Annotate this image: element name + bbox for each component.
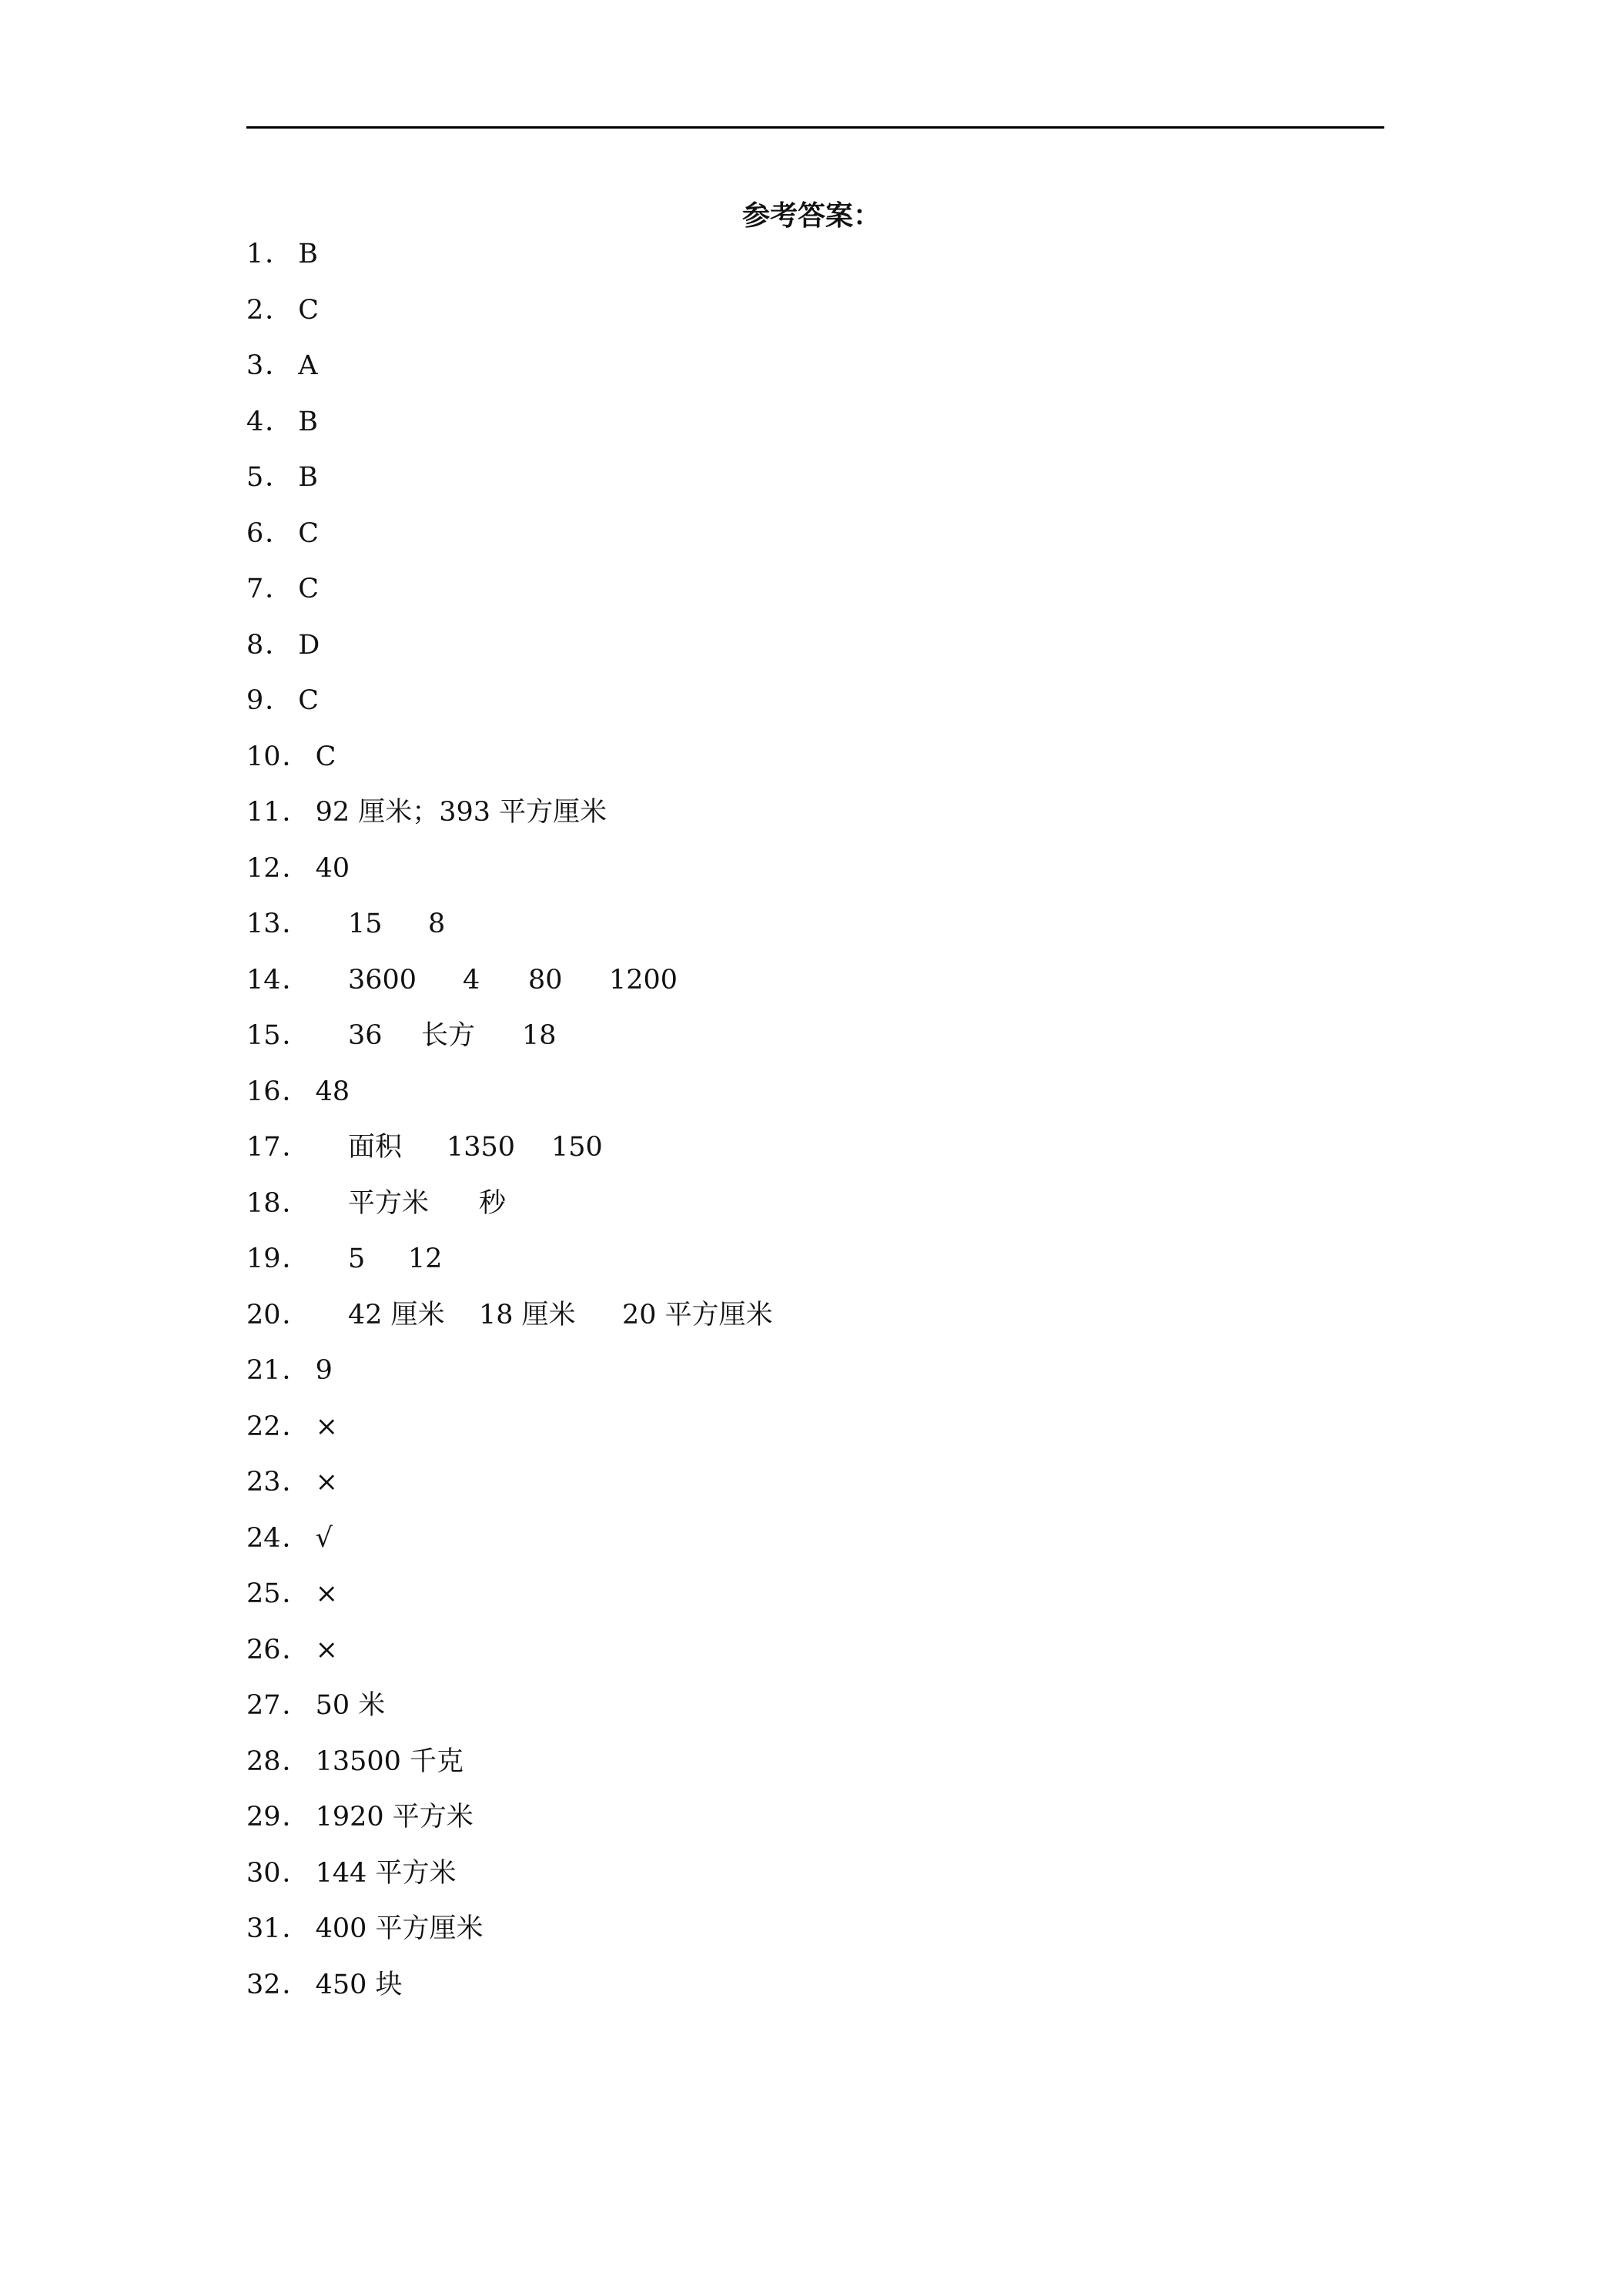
answer-separator: ． [282, 741, 310, 772]
answer-separator: ． [265, 294, 293, 326]
answer-separator: ． [282, 1411, 310, 1442]
answer-number: 28 [246, 1745, 281, 1777]
answer-number: 13 [246, 909, 281, 939]
answer-text: √ [315, 1522, 333, 1554]
answer-number: 8 [246, 629, 264, 661]
answer-separator: ． [282, 1634, 310, 1665]
answer-separator: ． [282, 1913, 310, 1944]
answer-separator: ． [282, 1355, 310, 1386]
answer-number: 17 [246, 1132, 281, 1163]
answer-text: 144 平方米 [315, 1857, 457, 1889]
answer-separator: ． [265, 239, 293, 269]
answer-separator: ． [282, 1857, 310, 1889]
answer-separator: ． [282, 1745, 310, 1777]
answer-text: C [298, 685, 320, 716]
answer-number: 31 [246, 1913, 281, 1944]
answer-number: 20 [246, 1299, 281, 1330]
answer-blank: 面积 [348, 1132, 403, 1163]
answer-blank: 15 [348, 909, 383, 939]
answer-separator: ． [282, 1969, 310, 2000]
answer-item [246, 845, 1384, 902]
answer-separator: ． [282, 1020, 310, 1051]
answer-item [246, 789, 1384, 845]
answer-item [246, 1571, 1384, 1627]
answer-item [246, 1739, 1384, 1795]
answer-text: 9 [315, 1355, 333, 1386]
answer-number: 5 [246, 462, 264, 493]
answer-text: D [298, 629, 320, 661]
answer-separator: ． [282, 852, 310, 884]
answer-blank: 18 厘米 [479, 1299, 576, 1330]
answer-text: C [315, 741, 336, 772]
answer-text: 400 平方厘米 [315, 1913, 484, 1944]
answer-blank: 20 平方厘米 [622, 1299, 773, 1330]
answer-separator: ． [282, 909, 310, 939]
answer-separator: ． [282, 1522, 310, 1554]
header-rule [246, 126, 1384, 129]
answer-blank: 秒 [479, 1187, 507, 1219]
answer-item [246, 1459, 1384, 1515]
answer-number: 9 [246, 685, 264, 716]
answer-number: 29 [246, 1802, 281, 1832]
answer-separator: ． [265, 350, 293, 381]
answer-blank: 1350 [447, 1132, 516, 1163]
answer-separator: ． [282, 964, 310, 996]
answer-separator: ． [282, 1243, 310, 1274]
answer-blank: 1200 [609, 964, 678, 996]
answer-item [246, 957, 1384, 1013]
answer-text: C [298, 574, 320, 604]
answer-item [246, 1292, 1384, 1348]
answer-text: C [298, 294, 320, 326]
answer-text: × [315, 1578, 338, 1609]
answer-item [246, 1682, 1384, 1739]
answer-item [246, 1850, 1384, 1906]
answer-text: B [298, 462, 319, 493]
answer-text: B [298, 406, 319, 437]
answer-text: 450 块 [315, 1969, 403, 2000]
page-title: 参考答案： [741, 199, 881, 232]
answer-number: 32 [246, 1969, 281, 2000]
answer-item [246, 1627, 1384, 1683]
answer-number: 7 [246, 574, 264, 604]
answer-blank: 4 [463, 964, 480, 996]
answer-number: 25 [246, 1578, 281, 1609]
answer-separator: ． [282, 1690, 310, 1721]
answer-item [246, 734, 1384, 790]
answer-separator: ． [265, 574, 293, 604]
answer-item [246, 287, 1384, 343]
answer-item [246, 1069, 1384, 1125]
answer-blank: 18 [522, 1020, 557, 1051]
answer-number: 19 [246, 1243, 281, 1274]
answer-blank: 150 [551, 1132, 603, 1163]
answer-number: 18 [246, 1187, 281, 1219]
answer-blank: 长方 [421, 1020, 476, 1051]
answer-text: C [298, 517, 320, 549]
answer-number: 4 [246, 406, 264, 437]
answer-separator: ． [282, 1187, 310, 1219]
answer-separator: ． [265, 517, 293, 549]
answer-separator: ． [265, 406, 293, 437]
answer-text: 48 [315, 1076, 350, 1107]
answer-blank: 12 [408, 1243, 443, 1274]
answer-blank: 5 [348, 1243, 366, 1274]
answer-item [246, 343, 1384, 399]
answer-number: 15 [246, 1020, 281, 1051]
answer-text: 13500 千克 [315, 1745, 464, 1777]
answer-number: 6 [246, 517, 264, 549]
answer-number: 26 [246, 1634, 281, 1665]
answer-text: 50 米 [315, 1690, 386, 1721]
answer-item [246, 399, 1384, 455]
answer-separator: ． [282, 1132, 310, 1163]
answer-text: × [315, 1411, 338, 1442]
answer-blank: 3600 [348, 964, 417, 996]
answer-number: 21 [246, 1355, 281, 1386]
answer-item [246, 1906, 1384, 1962]
answer-text: × [315, 1467, 338, 1498]
answer-item [246, 1962, 1384, 2018]
answer-separator: ． [265, 462, 293, 493]
answer-text: × [315, 1634, 338, 1665]
answer-item [246, 1794, 1384, 1850]
answer-number: 24 [246, 1522, 281, 1554]
answer-text: 92 厘米；393 平方厘米 [315, 797, 607, 828]
answer-separator: ． [265, 629, 293, 661]
answer-number: 23 [246, 1467, 281, 1498]
answer-separator: ． [282, 1076, 310, 1107]
answer-separator: ． [282, 797, 310, 828]
answer-item [246, 1180, 1384, 1237]
answer-number: 2 [246, 294, 264, 326]
answer-list [246, 231, 1384, 2017]
answer-item [246, 566, 1384, 622]
answer-blank: 80 [528, 964, 563, 996]
answer-blank: 8 [428, 909, 446, 939]
answer-number: 11 [246, 797, 281, 828]
answer-item [246, 1124, 1384, 1180]
answer-separator: ． [282, 1299, 310, 1330]
answer-text: B [298, 239, 319, 269]
answer-item [246, 1347, 1384, 1404]
answer-text: 1920 平方米 [315, 1802, 474, 1832]
answer-item [246, 510, 1384, 567]
answer-item [246, 901, 1384, 957]
answer-item [246, 678, 1384, 734]
answer-number: 12 [246, 852, 281, 884]
answer-blank: 36 [348, 1020, 383, 1051]
answer-item [246, 1404, 1384, 1460]
answer-item [246, 454, 1384, 510]
answer-number: 27 [246, 1690, 281, 1721]
answer-number: 10 [246, 741, 281, 772]
answer-item [246, 1236, 1384, 1292]
answer-number: 3 [246, 350, 264, 381]
answer-number: 14 [246, 964, 281, 996]
answer-number: 16 [246, 1076, 281, 1107]
answer-item [246, 622, 1384, 678]
answer-separator: ． [282, 1467, 310, 1498]
answer-item [246, 231, 1384, 287]
answer-item [246, 1515, 1384, 1571]
answer-blank: 42 厘米 [348, 1299, 445, 1330]
answer-text: A [298, 350, 318, 381]
answer-number: 30 [246, 1857, 281, 1889]
answer-separator: ． [265, 685, 293, 716]
answer-number: 1 [246, 239, 264, 269]
answer-item [246, 1012, 1384, 1069]
answer-blank: 平方米 [348, 1187, 430, 1219]
answer-separator: ． [282, 1578, 310, 1609]
answer-separator: ． [282, 1802, 310, 1832]
answer-text: 40 [315, 852, 350, 884]
answer-number: 22 [246, 1411, 281, 1442]
